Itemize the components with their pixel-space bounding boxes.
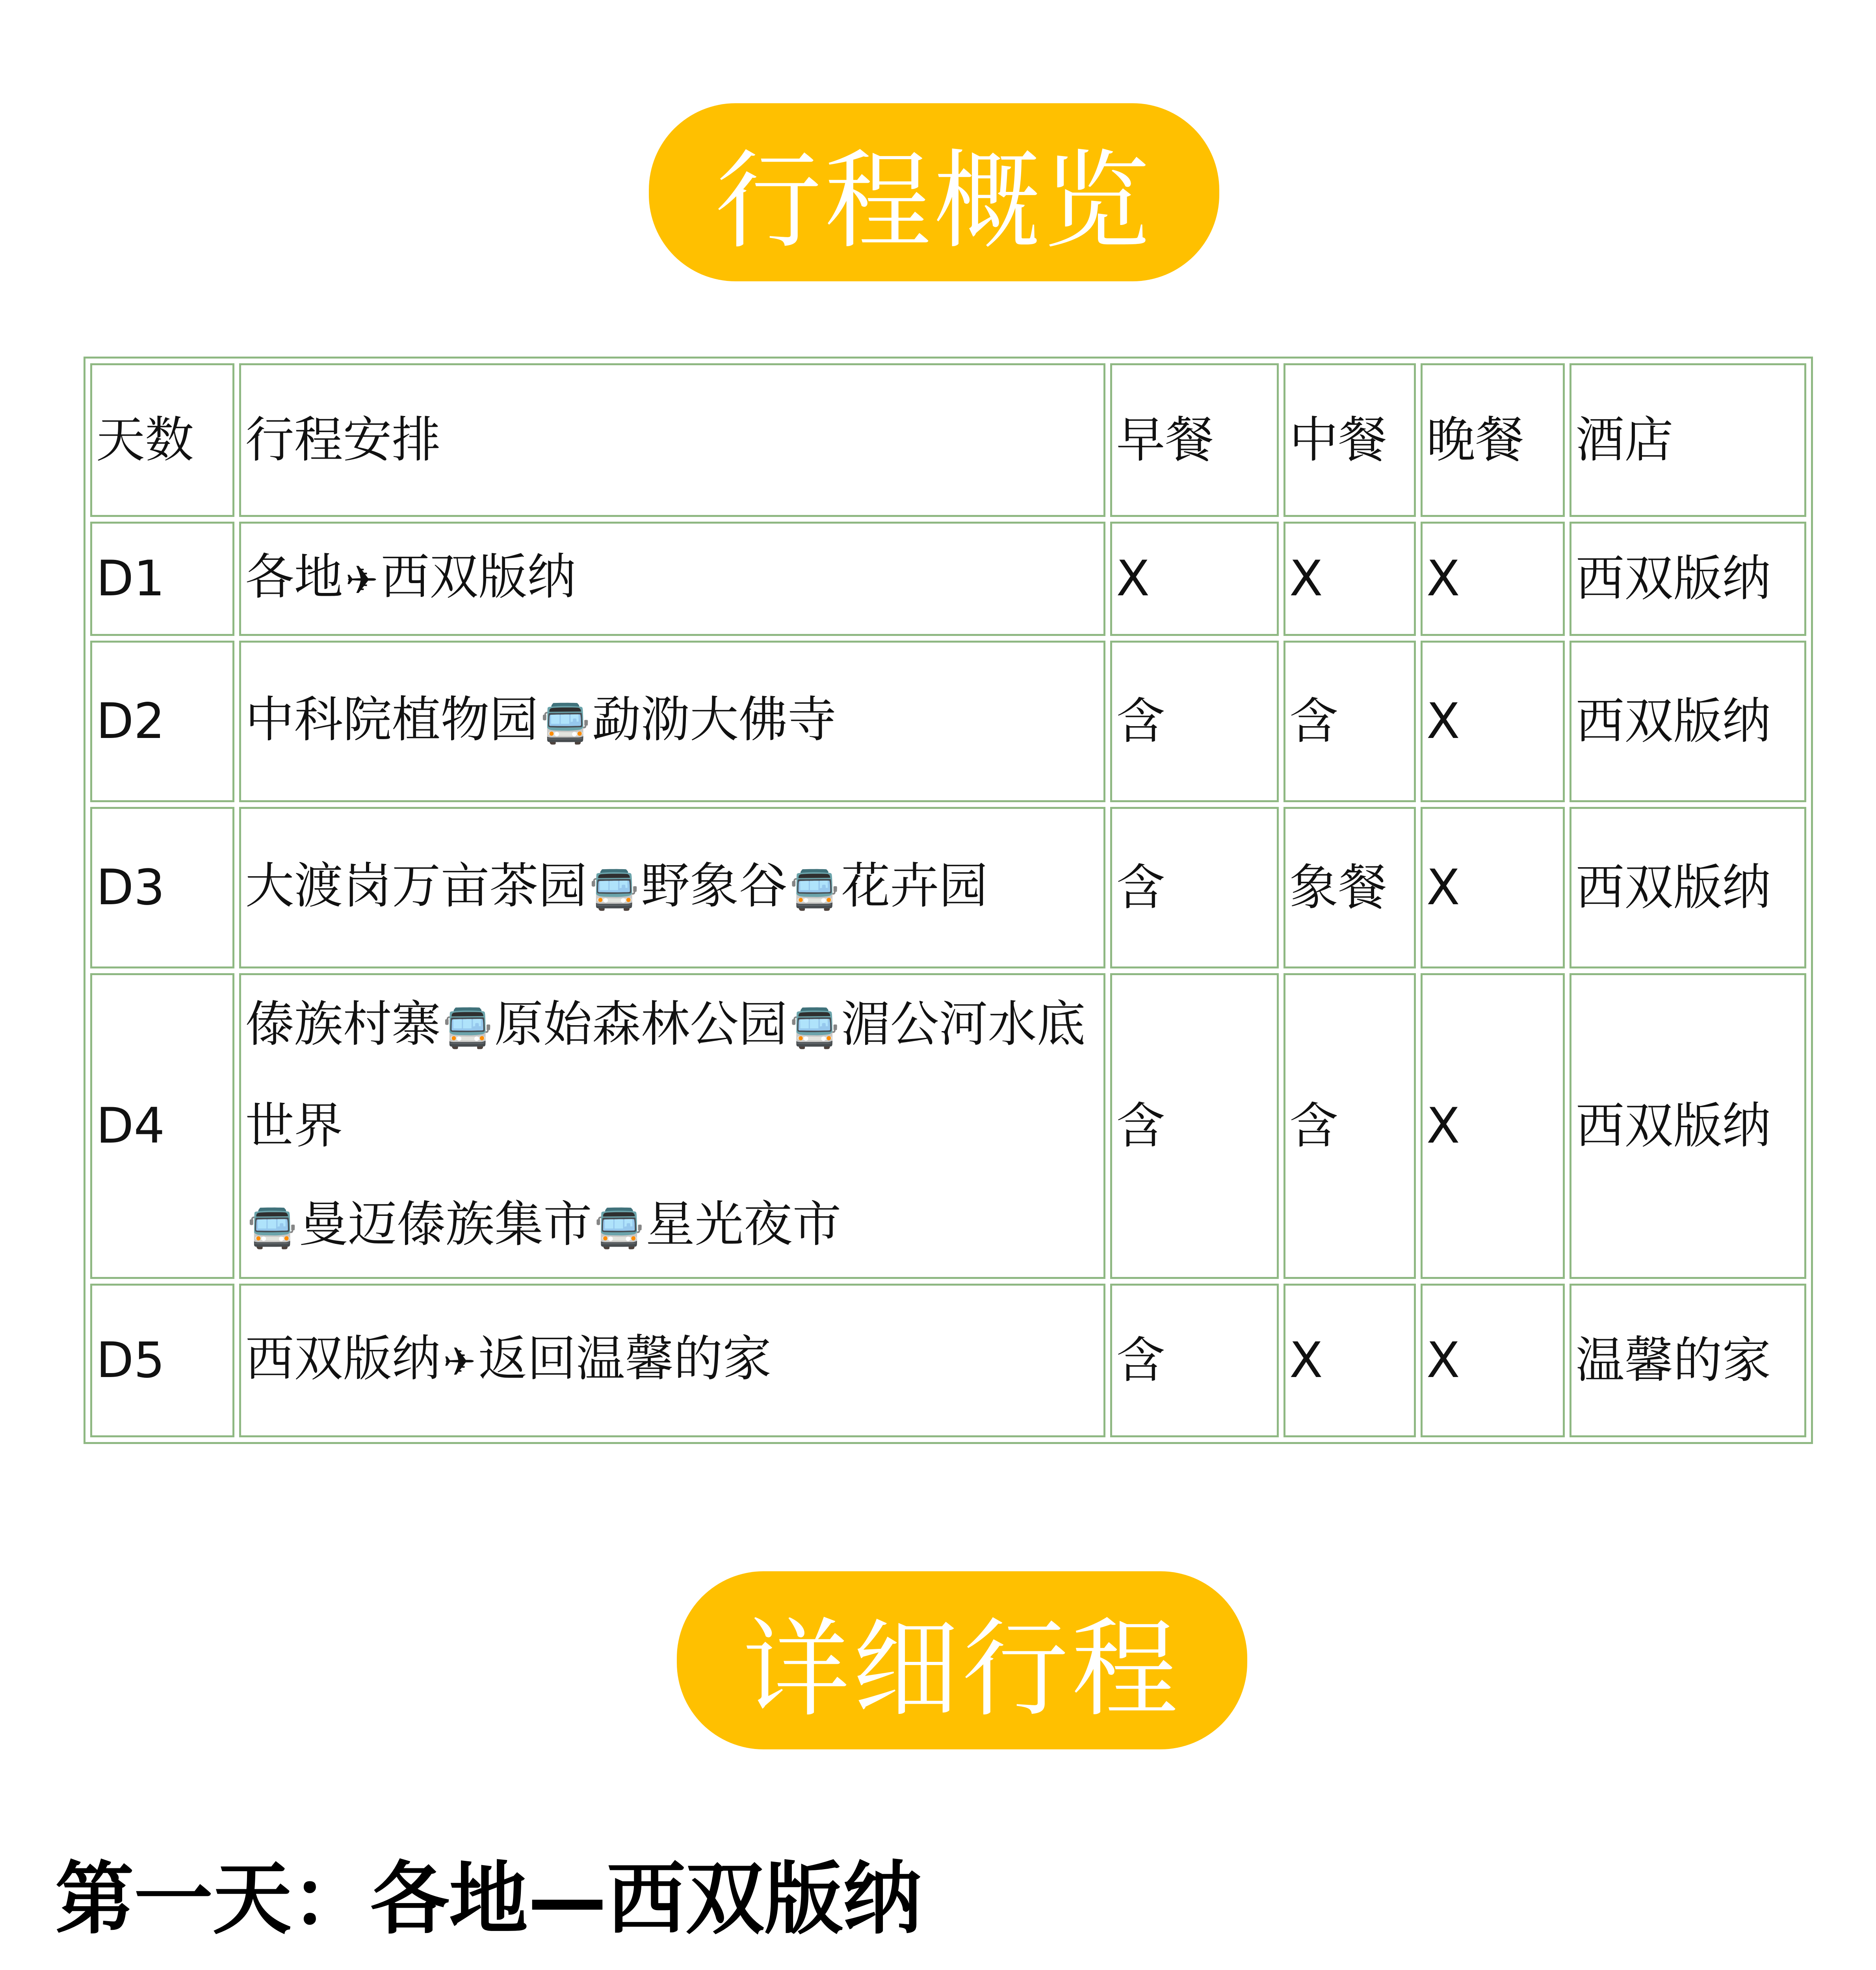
schedule-segment: 野象谷 xyxy=(641,858,788,914)
lunch-cell: 含 xyxy=(1283,641,1416,802)
dinner-cell: X xyxy=(1421,1284,1565,1437)
bus-icon: 🚍 xyxy=(589,866,639,912)
bus-icon: 🚍 xyxy=(790,866,839,912)
schedule-segment: 花卉园 xyxy=(841,858,988,914)
bus-icon: 🚍 xyxy=(594,1204,644,1251)
hotel-cell: 西双版纳 xyxy=(1570,807,1806,968)
day-cell: D4 xyxy=(90,973,234,1279)
schedule-cell xyxy=(239,807,1105,968)
schedule-cell xyxy=(239,973,1105,1279)
overview-title: 行程概览 xyxy=(715,139,1153,263)
schedule-segment: 各地 xyxy=(245,549,343,606)
lunch-cell: 含 xyxy=(1283,973,1416,1279)
header-lunch: 中餐 xyxy=(1283,363,1416,517)
bus-icon: 🚍 xyxy=(541,700,590,746)
breakfast-cell: 含 xyxy=(1110,1284,1279,1437)
breakfast-cell: 含 xyxy=(1110,973,1279,1279)
day-cell: D2 xyxy=(90,641,234,802)
header-hotel: 酒店 xyxy=(1570,363,1806,517)
dinner-cell: X xyxy=(1421,973,1565,1279)
airplane-icon: ✈ xyxy=(443,1339,476,1385)
schedule-segment: 勐泐大佛寺 xyxy=(592,691,837,748)
day-cell: D3 xyxy=(90,807,234,968)
detail-title: 详细行程 xyxy=(743,1607,1181,1731)
schedule-segment: 曼迈傣族集市 xyxy=(299,1196,592,1253)
day-cell: D1 xyxy=(90,522,234,636)
breakfast-cell: 含 xyxy=(1110,807,1279,968)
schedule-cell xyxy=(239,522,1105,636)
breakfast-cell: X xyxy=(1110,522,1279,636)
day-cell: D5 xyxy=(90,1284,234,1437)
schedule-segment: 返回温馨的家 xyxy=(478,1331,772,1387)
lunch-cell: X xyxy=(1283,522,1416,636)
schedule-segment: 湄公河水底世界 xyxy=(245,996,1086,1154)
bus-icon: 🚍 xyxy=(443,1004,492,1050)
itinerary-table xyxy=(84,357,1813,1444)
schedule-segment: 西双版纳 xyxy=(381,549,576,606)
lunch-cell: 象餐 xyxy=(1283,807,1416,968)
header-breakfast: 早餐 xyxy=(1110,363,1279,517)
table-row xyxy=(90,807,1806,968)
schedule-segment: 中科院植物园 xyxy=(245,691,539,748)
lunch-cell: X xyxy=(1283,1284,1416,1437)
schedule-segment: 傣族村寨 xyxy=(245,996,441,1053)
detail-title-badge xyxy=(677,1571,1247,1749)
schedule-segment: 大渡岗万亩茶园 xyxy=(245,858,587,914)
bus-icon: 🚍 xyxy=(247,1204,297,1251)
table-row xyxy=(90,973,1806,1279)
schedule-cell xyxy=(239,641,1105,802)
hotel-cell: 温馨的家 xyxy=(1570,1284,1806,1437)
schedule-segment: 星光夜市 xyxy=(646,1196,841,1253)
hotel-cell: 西双版纳 xyxy=(1570,973,1806,1279)
header-schedule: 行程安排 xyxy=(239,363,1105,517)
schedule-segment: 原始森林公园 xyxy=(494,996,788,1053)
breakfast-cell: 含 xyxy=(1110,641,1279,802)
hotel-cell: 西双版纳 xyxy=(1570,522,1806,636)
overview-title-badge xyxy=(649,103,1219,281)
header-dinner: 晚餐 xyxy=(1421,363,1565,517)
schedule-segment: 西双版纳 xyxy=(245,1331,441,1387)
dinner-cell: X xyxy=(1421,807,1565,968)
table-row xyxy=(90,522,1806,636)
day1-title: 第一天：各地—西双版纳 xyxy=(55,1853,922,1945)
airplane-icon: ✈ xyxy=(345,557,379,603)
hotel-cell: 西双版纳 xyxy=(1570,641,1806,802)
bus-icon: 🚍 xyxy=(790,1004,839,1050)
table-row xyxy=(90,641,1806,802)
schedule-cell xyxy=(239,1284,1105,1437)
dinner-cell: X xyxy=(1421,522,1565,636)
table-row xyxy=(90,1284,1806,1437)
header-day: 天数 xyxy=(90,363,234,517)
dinner-cell: X xyxy=(1421,641,1565,802)
table-header-row xyxy=(90,363,1806,517)
